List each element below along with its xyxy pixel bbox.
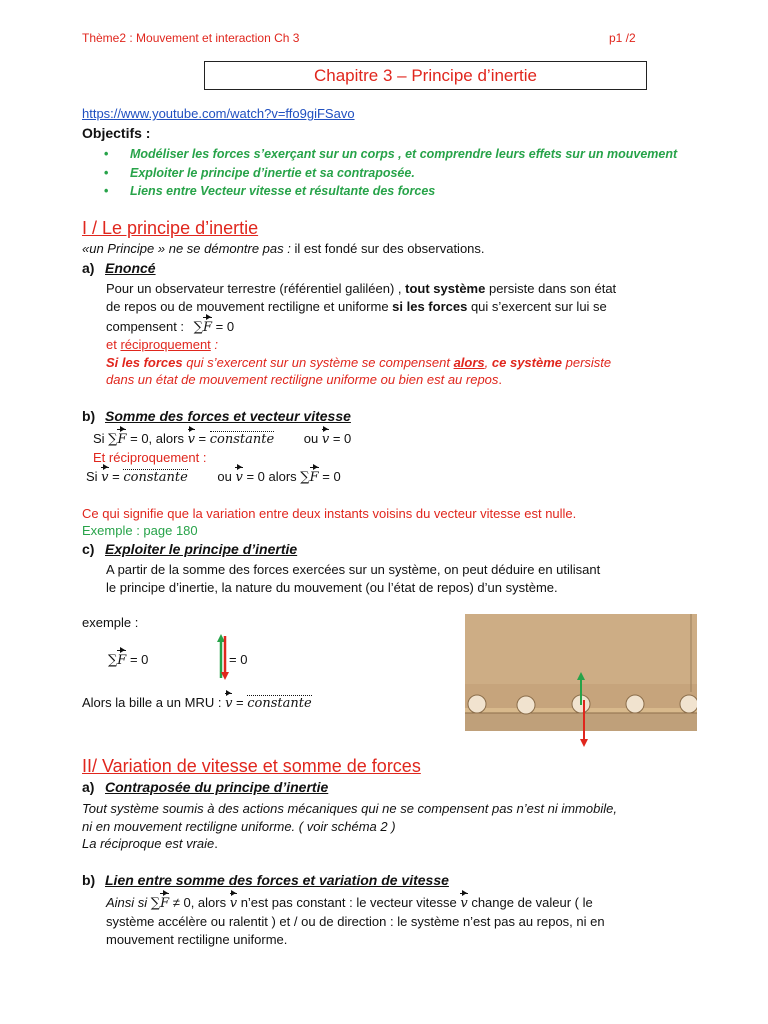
text: qui s’exercent sur un système se compensent bbox=[182, 355, 454, 370]
sum-symbol: ∑ bbox=[300, 470, 310, 485]
equals-zero: = 0 bbox=[129, 652, 149, 667]
page-number: p1 /2 bbox=[609, 31, 636, 45]
contrapositive-line-3 bbox=[82, 835, 218, 853]
text: alors bbox=[264, 469, 301, 484]
text: de repos ou de mouvement rectiligne et uniforme bbox=[106, 299, 393, 314]
text-bold: alors bbox=[453, 355, 485, 370]
example-reference: Exemple : page 180 bbox=[82, 523, 198, 538]
objectives-heading: Objectifs : bbox=[82, 125, 151, 141]
velocity-vector: v bbox=[460, 896, 468, 911]
text: = bbox=[108, 469, 124, 484]
subsection-label: a) bbox=[82, 779, 95, 795]
text: = 0 bbox=[322, 469, 341, 484]
section1-title bbox=[82, 218, 258, 239]
weight-arrow-icon bbox=[578, 700, 590, 748]
subsection-title: Lien entre somme des forces et variation de vitesse bbox=[105, 872, 449, 888]
text: La réciproque est vraie bbox=[82, 836, 215, 851]
text-bold: tout système bbox=[405, 281, 486, 296]
text: = 0, alors bbox=[130, 431, 188, 446]
contrapositive-line-1: Tout système soumis à des actions mécaniques qui ne se compensent pas n’est ni immobile, bbox=[82, 801, 617, 816]
subsection-title: Somme des forces et vecteur vitesse bbox=[105, 408, 351, 424]
subsection-title: Exploiter le principe d’inertie bbox=[105, 541, 298, 557]
subsection-c-heading bbox=[82, 541, 297, 557]
link-line-3: mouvement rectiligne uniforme. bbox=[106, 932, 288, 947]
velocity-vector: v bbox=[229, 896, 238, 911]
text: persiste bbox=[562, 355, 612, 370]
text: n’est pas constant : le vecteur vitesse bbox=[237, 895, 461, 910]
text: = bbox=[232, 695, 248, 710]
velocity-line-1 bbox=[93, 430, 351, 449]
force-vector: F bbox=[160, 896, 170, 911]
text: ou bbox=[303, 431, 322, 446]
reciprocal-line-2 bbox=[106, 371, 502, 389]
text: change de valeur ( le bbox=[467, 895, 593, 910]
text: qui s’exercent sur lui se bbox=[467, 299, 607, 314]
subsection-label: a) bbox=[82, 260, 95, 276]
text: = 0 bbox=[329, 431, 352, 446]
example-sum-forces bbox=[108, 651, 148, 670]
intro-plain: il est fondé sur des observations. bbox=[294, 241, 485, 256]
objective-item: • Liens entre Vecteur vitesse et résultante des forces bbox=[104, 182, 677, 201]
text: compensent : bbox=[106, 319, 185, 334]
sum-symbol: ∑ bbox=[108, 432, 118, 447]
header-theme: Thème2 : Mouvement et interaction Ch 3 bbox=[82, 31, 300, 45]
velocity-reciprocal: Et réciproquement : bbox=[93, 450, 207, 465]
video-link[interactable]: https://www.youtube.com/watch?v=ffo9giFSavo bbox=[82, 106, 355, 121]
statement-line-1 bbox=[106, 280, 616, 298]
velocity-vector: v bbox=[235, 470, 243, 485]
text: persiste dans son état bbox=[485, 281, 617, 296]
text: Pour un observateur terrestre (référentiel galiléen) , bbox=[106, 281, 406, 296]
conclusion: Ce qui signifie que la variation entre deux instants voisins du vecteur vitesse est nulle. bbox=[82, 506, 577, 521]
section2-title-text: II/ Variation de vitesse et somme de forces bbox=[82, 756, 421, 776]
text-underlined: réciproquement bbox=[120, 337, 211, 352]
objectives-list bbox=[104, 145, 677, 201]
section1-number: I / bbox=[82, 218, 103, 238]
text-bold: Si les forces bbox=[106, 355, 183, 370]
chapter-title: Chapitre 3 – Principe d’inertie bbox=[313, 66, 537, 85]
contrapositive-line-2: ni en mouvement rectiligne uniforme. ( voir schéma 2 ) bbox=[82, 819, 396, 834]
text-bold: si les forces bbox=[392, 299, 468, 314]
velocity-vector: v bbox=[225, 696, 233, 711]
constant-vector: constante bbox=[209, 432, 275, 447]
text: , bbox=[484, 355, 492, 370]
text: = bbox=[194, 431, 210, 446]
subsection-label: c) bbox=[82, 541, 95, 557]
section2-b-heading bbox=[82, 872, 449, 888]
subsection-a-heading bbox=[82, 260, 156, 276]
text: dans un état de mouvement rectiligne uniforme ou bien est au repos bbox=[106, 372, 499, 387]
section2-a-heading bbox=[82, 779, 328, 795]
text: : bbox=[210, 337, 219, 352]
sum-symbol: ∑ bbox=[193, 320, 203, 335]
subsection-label: b) bbox=[82, 872, 96, 888]
force-vector: F bbox=[202, 320, 212, 335]
section1-title-text: Le principe d’inertie bbox=[102, 218, 259, 238]
section2-title bbox=[82, 756, 421, 777]
text-bold: ce système bbox=[491, 355, 563, 370]
text: ou bbox=[217, 469, 236, 484]
velocity-vector: v bbox=[101, 470, 109, 485]
force-vector: F bbox=[117, 653, 127, 668]
exploit-line-2: le principe d’inertie, la nature du mouvement (ou l’état de repos) d’un système. bbox=[106, 580, 558, 595]
subsection-title: Contraposée du principe d’inertie bbox=[105, 779, 329, 795]
text: ≠ 0, alors bbox=[169, 895, 230, 910]
text: . bbox=[498, 372, 503, 387]
text: Ainsi si bbox=[106, 895, 151, 910]
statement-line-3 bbox=[106, 318, 234, 337]
text: Si bbox=[86, 469, 102, 484]
section1-intro bbox=[82, 240, 485, 258]
reciprocal-label bbox=[106, 336, 218, 354]
link-line-2: système accélère ou ralentit ) et / ou de direction : le système n’est pas au repos, ni en bbox=[106, 914, 605, 929]
velocity-vector: v bbox=[187, 432, 195, 447]
statement-line-2 bbox=[106, 298, 607, 316]
subsection-b-heading bbox=[82, 408, 351, 424]
equals-zero: = 0 bbox=[215, 319, 235, 334]
sum-symbol: ∑ bbox=[150, 896, 161, 911]
constant-vector: constante bbox=[247, 696, 312, 711]
velocity-line-2 bbox=[86, 468, 341, 487]
force-vector: F bbox=[309, 470, 319, 485]
arrows-equals-zero: = 0 bbox=[229, 652, 248, 667]
subsection-label: b) bbox=[82, 408, 96, 424]
intro-italic: «un Principe » ne se démontre pas : bbox=[82, 241, 295, 256]
example-label: exemple : bbox=[82, 615, 139, 630]
chapter-title-box bbox=[204, 61, 647, 90]
objective-item: • Modéliser les forces s’exerçant sur un corps , et comprendre leurs effets sur un mouvement bbox=[104, 145, 677, 164]
text: et bbox=[106, 337, 121, 352]
velocity-vector: v bbox=[321, 432, 330, 447]
constant-vector: constante bbox=[123, 470, 188, 485]
text: Alors la bille a un MRU : bbox=[82, 695, 226, 710]
mru-statement bbox=[82, 694, 312, 713]
text: = 0 bbox=[242, 469, 265, 484]
exploit-line-1: A partir de la somme des forces exercées sur un système, on peut déduire en utilisant bbox=[106, 562, 601, 577]
sum-symbol: ∑ bbox=[108, 653, 118, 668]
link-line-1 bbox=[106, 894, 593, 913]
text: . bbox=[214, 836, 218, 851]
reciprocal-line-1 bbox=[106, 354, 611, 372]
force-vector: F bbox=[117, 432, 127, 447]
objective-item: • Exploiter le principe d’inertie et sa contraposée. bbox=[104, 164, 677, 183]
text: Si bbox=[93, 431, 109, 446]
subsection-title: Enoncé bbox=[105, 260, 156, 276]
